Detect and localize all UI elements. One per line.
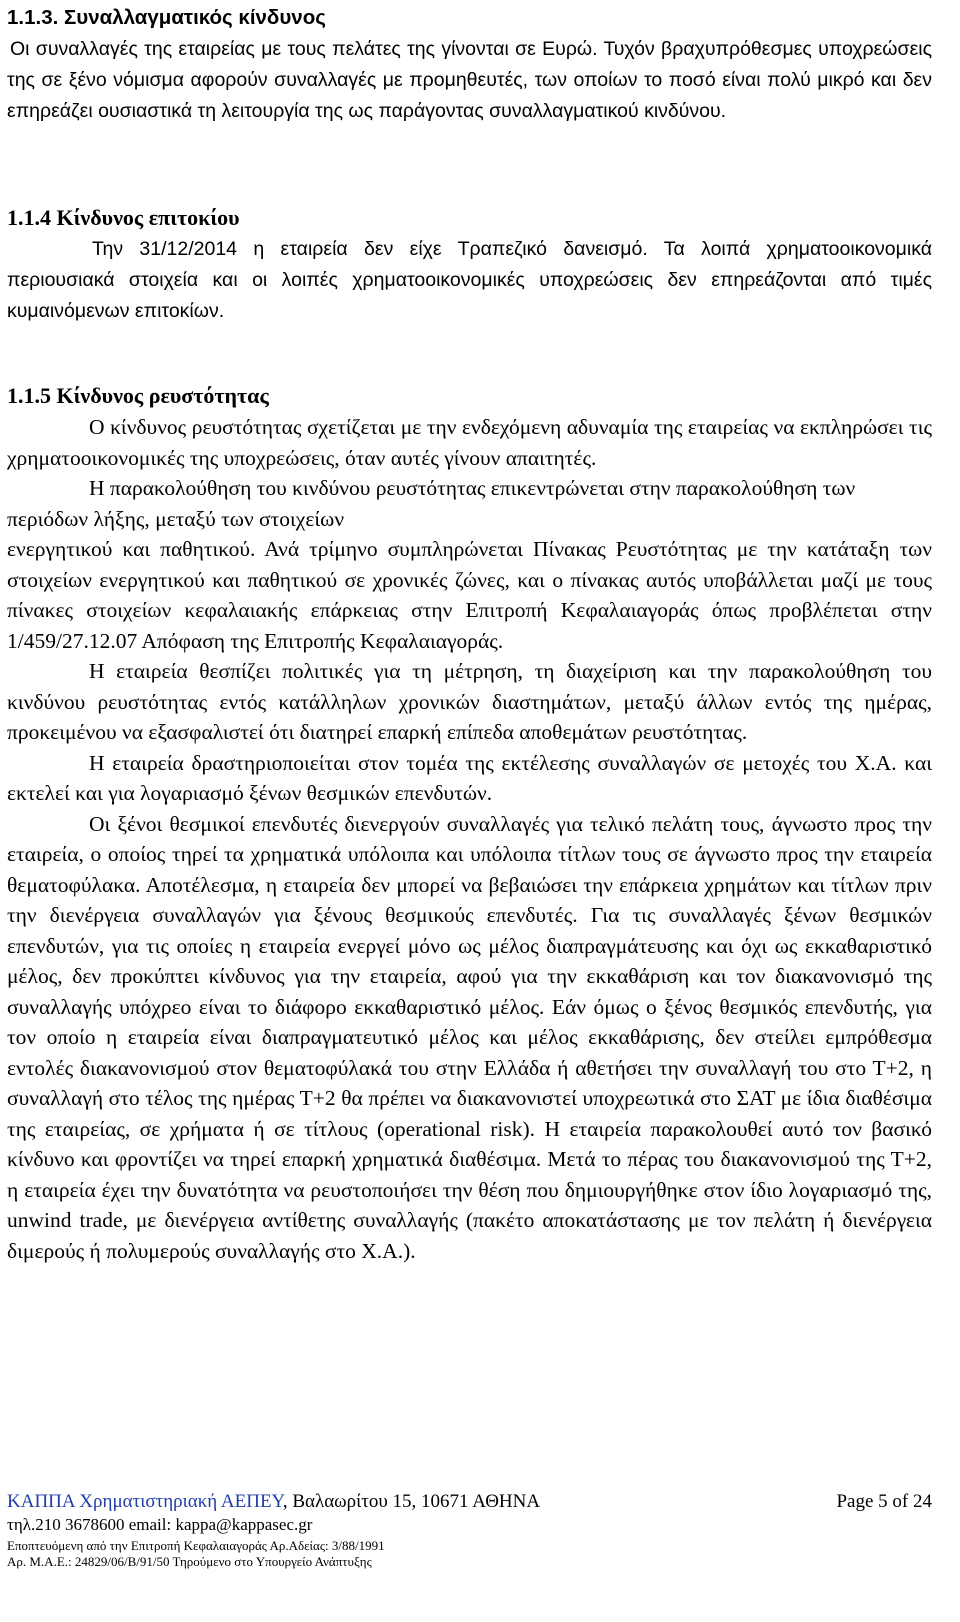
section-liquidity-risk — [7, 380, 932, 1266]
paragraph: Η εταιρεία δραστηριοποιείται στον τομέα της εκτέλεσης συναλλαγών σε μετοχές του Χ.Α. και εκτελεί και για λογαριασμό ξένων θεσμικών επενδυτών. — [7, 750, 932, 805]
footer-address: , Βαλαωρίτου 15, 10671 ΑΘΗΝΑ — [282, 1491, 541, 1512]
paragraph: Την 31/12/2014 η εταιρεία δεν είχε Τραπεζικό δανεισμό. Τα λοιπά χρηματοοικονομικά περιουσιακά στοιχεία και οι λοιπές χρηματοοικονομικές υποχρεώσεις δεν επηρεάζονται από τιμές κυμαινόμενων επιτοκίων. — [7, 238, 932, 322]
footer-contact: τηλ.210 3678600 email: kappa@kappasec.gr — [7, 1515, 313, 1534]
paragraph: ενεργητικού και παθητικού. Ανά τρίμηνο συμπληρώνεται Πίνακας Ρευστότητας με την κατάταξη των στοιχείων ενεργητικού και παθητικού σε χρονικές ζώνες, και ο πίνακας αυτός υποβάλλεται μαζί με τους πίνακες στοιχείων κεφαλαιακής επάρκειας στην Επιτροπή Κεφαλαιαγοράς όπως προβλέπεται στην 1/459/27.12.07 Απόφαση της Επιτροπής Κεφαλαιαγοράς. — [7, 537, 932, 653]
page-number: Page 5 of 24 — [836, 1491, 932, 1512]
section-exchange-risk — [7, 2, 932, 127]
section-heading: 1.1.3. Συναλλαγματικός κίνδυνος — [7, 6, 326, 29]
footer-supervision: Εποπτευόμενη από την Επιτροπή Κεφαλαιαγοράς Αρ.Αδείας: 3/88/1991 — [7, 1538, 385, 1553]
footer-company-line — [7, 1490, 932, 1514]
section-heading: 1.1.5 Κίνδυνος ρευστότητας — [7, 383, 269, 408]
paragraph: Ο κίνδυνος ρευστότητας σχετίζεται με την ενδεχόμενη αδυναμία της εταιρείας να εκπληρώσει τις χρηματοοικονομικές της υποχρεώσεις, όταν αυτές γίνουν απαιτητές. — [7, 415, 932, 470]
paragraph: Η παρακολούθηση του κινδύνου ρευστότητας επικεντρώνεται στην παρακολούθηση των περιόδων λήξης, μεταξύ των στοιχείων — [7, 476, 856, 531]
footer-registry: Αρ. Μ.Α.Ε.: 24829/06/Β/91/50 Τηρούμενο στο Υπουργείο Ανάπτυξης — [7, 1554, 372, 1569]
paragraph: Οι συναλλαγές της εταιρείας με τους πελάτες της γίνονται σε Ευρώ. Τυχόν βραχυπρόθεσμες υποχρεώσεις της σε ξένο νόμισμα αφορούν συναλλαγές με προμηθευτές, των οποίων το ποσό είναι πολύ μικρό και δεν επηρεάζει ουσιαστικά τη λειτουργία της ως παράγοντας συναλλαγματικού κινδύνου. — [7, 38, 932, 122]
section-heading: 1.1.4 Κίνδυνος επιτοκίου — [7, 205, 240, 230]
paragraph: Η εταιρεία θεσπίζει πολιτικές για τη μέτρηση, τη διαχείριση και την παρακολούθηση του κινδύνου ρευστότητας εντός κατάλληλων χρονικών διαστημάτων, μεταξύ άλλων εντός της ημέρας, προκειμένου να εξασφαλιστεί ότι διατηρεί επαρκή επίπεδα αποθεμάτων ρευστότητας. — [7, 659, 932, 744]
section-interest-risk — [7, 202, 932, 327]
paragraph: Οι ξένοι θεσμικοί επενδυτές διενεργούν συναλλαγές για τελικό πελάτη τους, άγνωστο προς την εταιρεία, ο οποίος τηρεί τα χρηματικά υπόλοιπα και υπόλοιπα τίτλων τους σε άγνωστο προς την εταιρεία θεματοφύλακα. Αποτέλεσμα, η εταιρεία δεν μπορεί να βεβαιώσει την επάρκεια χρημάτων και τίτλων πριν την διενέργεια συναλλαγών για ξένους θεσμικούς επενδυτές. Για τις συναλλαγές ξένων θεσμικών επενδυτών, για τις οποίες η εταιρεία ενεργεί μόνο ως μέλος διαπραγμάτευσης και όχι ως εκκαθαριστικό μέλος, δεν προκύπτει κίνδυνος για την εταιρεία, αφού για την εκκαθάριση και τον διακανονισμό της συναλλαγής υπόχρεο είναι το διάφορο εκκαθαριστικό μέλος. Εάν όμως ο ξένος θεσμικός επενδυτής, για τον οποίο η εταιρεία είναι διαπραγματευτικό μέλος και μέλος εκκαθάρισης, δεν στείλει εμπρόθεσμα εντολές διακανονισμού στον θεματοφύλακά του στην Ελλάδα ή αθετήσει την συναλλαγή του στο Τ+2, η συναλλαγή στο τέλος της ημέρας Τ+2 θα πρέπει να διακανονιστεί υποχρεωτικά στο ΣΑΤ με ίδια διαθέσιμα της εταιρείας, σε χρήματα ή σε τίτλους (operational risk). Η εταιρεία παρακολουθεί αυτό τον βασικό κίνδυνο και φροντίζει να τηρεί επαρκή χρηματικά διαθέσιμα. Μετά το πέρας του διακανονισμού της Τ+2, η εταιρεία έχει την δυνατότητα να ρευστοποιήσει την θέση που δημιουργήθηκε στον ίδιο λογαριασμό της, unwind trade, με διενέργεια αντίθετης συναλλαγής (πακέτο αποκατάστασης με τον πελάτη ή διενέργεια διμερούς ή πολυμερούς συναλλαγής στο Χ.Α.). — [7, 811, 932, 1263]
footer-company: ΚΑΠΠΑ Χρηματιστηριακή ΑΕΠΕΥ — [7, 1491, 283, 1512]
